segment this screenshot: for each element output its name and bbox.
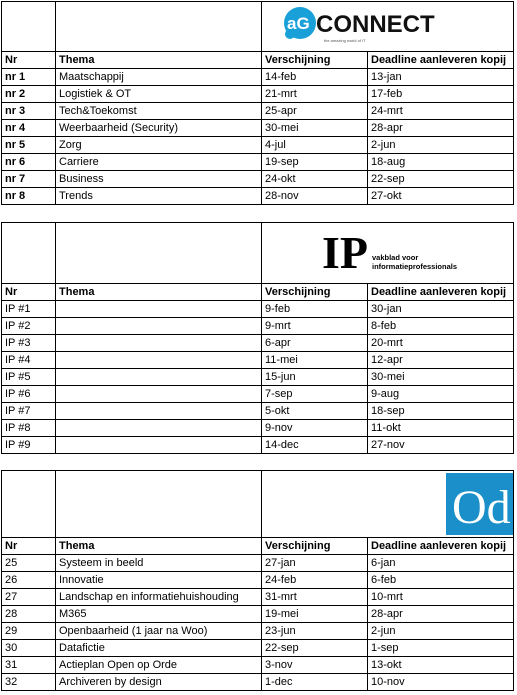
cell-verschijning[interactable]: 7-sep: [262, 386, 368, 403]
table-row: [2, 403, 514, 420]
cell-deadline[interactable]: 12-apr: [368, 352, 514, 369]
cell-thema[interactable]: [56, 335, 262, 352]
cell-thema[interactable]: [56, 352, 262, 369]
cell-deadline[interactable]: 28-apr: [368, 606, 514, 623]
cell-verschijning[interactable]: 30-mei: [262, 120, 368, 137]
cell-verschijning[interactable]: 4-jul: [262, 137, 368, 154]
cell-thema[interactable]: Carriere: [56, 154, 262, 171]
cell-deadline[interactable]: 30-mei: [368, 369, 514, 386]
table-row: [2, 555, 514, 572]
cell-deadline[interactable]: 27-nov: [368, 437, 514, 454]
table-row: [2, 674, 514, 691]
cell-nr[interactable]: 30: [2, 640, 56, 657]
cell-nr[interactable]: 25: [2, 555, 56, 572]
cell-verschijning[interactable]: 6-apr: [262, 335, 368, 352]
cell-nr[interactable]: IP #7: [2, 403, 56, 420]
header-row: [2, 52, 514, 69]
cell-deadline[interactable]: 10-mrt: [368, 589, 514, 606]
table-row: [2, 103, 514, 120]
cell-thema[interactable]: Systeem in beeld: [56, 555, 262, 572]
table-row: [2, 171, 514, 188]
cell-verschijning[interactable]: 14-feb: [262, 69, 368, 86]
table-row: [2, 420, 514, 437]
cell-verschijning[interactable]: 19-sep: [262, 154, 368, 171]
table-row: [2, 572, 514, 589]
cell-thema[interactable]: Maatschappij: [56, 69, 262, 86]
cell-deadline[interactable]: 2-jun: [368, 137, 514, 154]
cell-nr[interactable]: 26: [2, 572, 56, 589]
cell-verschijning[interactable]: 1-dec: [262, 674, 368, 691]
col-header-deadline[interactable]: Deadline aanleveren kopij: [368, 538, 514, 555]
table-row: [2, 437, 514, 454]
col-header-thema[interactable]: Thema: [56, 284, 262, 301]
cell-thema[interactable]: [56, 420, 262, 437]
cell-nr[interactable]: IP #9: [2, 437, 56, 454]
cell-thema[interactable]: Business: [56, 171, 262, 188]
cell-nr[interactable]: nr 4: [2, 120, 56, 137]
cell-verschijning[interactable]: 27-jan: [262, 555, 368, 572]
table-row: [2, 369, 514, 386]
ip-logo-line2: informatieprofessionals: [372, 262, 458, 271]
cell-nr[interactable]: nr 3: [2, 103, 56, 120]
table-row: [2, 154, 514, 171]
cell-nr[interactable]: IP #2: [2, 318, 56, 335]
cell-verschijning[interactable]: 31-mrt: [262, 589, 368, 606]
cell-deadline[interactable]: 6-jan: [368, 555, 514, 572]
cell-deadline[interactable]: 24-mrt: [368, 103, 514, 120]
agconnect-mark: aG: [287, 14, 310, 33]
header-row: [2, 284, 514, 301]
cell-nr[interactable]: 29: [2, 623, 56, 640]
col-header-deadline[interactable]: Deadline aanleveren kopij: [368, 52, 514, 69]
cell-thema[interactable]: [56, 318, 262, 335]
cell-deadline[interactable]: 18-aug: [368, 154, 514, 171]
cell-verschijning[interactable]: 15-jun: [262, 369, 368, 386]
cell-verschijning[interactable]: 24-feb: [262, 572, 368, 589]
od-logo-mark: Od: [452, 481, 511, 534]
cell-nr[interactable]: nr 8: [2, 188, 56, 205]
cell-thema[interactable]: [56, 386, 262, 403]
cell-verschijning[interactable]: 9-feb: [262, 301, 368, 318]
logo-cell-empty[interactable]: [2, 223, 56, 284]
table-row: [2, 589, 514, 606]
cell-deadline[interactable]: 30-jan: [368, 301, 514, 318]
cell-deadline[interactable]: 2-jun: [368, 623, 514, 640]
cell-deadline[interactable]: 18-sep: [368, 403, 514, 420]
cell-verschijning[interactable]: 11-mei: [262, 352, 368, 369]
table-row: [2, 69, 514, 86]
cell-thema[interactable]: Archiveren by design: [56, 674, 262, 691]
col-header-nr[interactable]: Nr: [2, 52, 56, 69]
table-row: [2, 188, 514, 205]
table-row: [2, 352, 514, 369]
cell-deadline[interactable]: 10-nov: [368, 674, 514, 691]
cell-deadline[interactable]: 20-mrt: [368, 335, 514, 352]
od-table: [1, 470, 514, 691]
cell-verschijning[interactable]: 5-okt: [262, 403, 368, 420]
cell-nr[interactable]: IP #5: [2, 369, 56, 386]
cell-verschijning[interactable]: 24-okt: [262, 171, 368, 188]
cell-verschijning[interactable]: 21-mrt: [262, 86, 368, 103]
cell-nr[interactable]: nr 1: [2, 69, 56, 86]
table-row: [2, 86, 514, 103]
cell-thema[interactable]: Innovatie: [56, 572, 262, 589]
cell-nr[interactable]: 27: [2, 589, 56, 606]
cell-thema[interactable]: [56, 403, 262, 420]
logo-cell-empty[interactable]: [56, 223, 262, 284]
cell-deadline[interactable]: 27-okt: [368, 188, 514, 205]
cell-deadline[interactable]: 13-okt: [368, 657, 514, 674]
cell-verschijning[interactable]: 19-mei: [262, 606, 368, 623]
logo-cell-empty[interactable]: [2, 471, 56, 538]
col-header-verschijning[interactable]: Verschijning: [262, 52, 368, 69]
cell-verschijning[interactable]: 3-nov: [262, 657, 368, 674]
cell-nr[interactable]: IP #4: [2, 352, 56, 369]
table-row: [2, 318, 514, 335]
cell-thema[interactable]: Weerbaarheid (Security): [56, 120, 262, 137]
cell-nr[interactable]: IP #6: [2, 386, 56, 403]
col-header-thema[interactable]: Thema: [56, 538, 262, 555]
cell-verschijning[interactable]: 9-mrt: [262, 318, 368, 335]
cell-nr[interactable]: nr 6: [2, 154, 56, 171]
cell-deadline[interactable]: 9-aug: [368, 386, 514, 403]
agconnect-word: CONNECT: [316, 11, 435, 38]
ip-logo: [322, 230, 482, 274]
cell-thema[interactable]: Tech&Toekomst: [56, 103, 262, 120]
table-row: [2, 606, 514, 623]
cell-nr[interactable]: IP #8: [2, 420, 56, 437]
cell-deadline[interactable]: 13-jan: [368, 69, 514, 86]
cell-thema[interactable]: Datafictie: [56, 640, 262, 657]
cell-nr[interactable]: 32: [2, 674, 56, 691]
table-row: [2, 640, 514, 657]
col-header-thema[interactable]: Thema: [56, 52, 262, 69]
cell-nr[interactable]: nr 7: [2, 171, 56, 188]
cell-thema[interactable]: Landschap en informatiehuishouding: [56, 589, 262, 606]
cell-deadline[interactable]: 1-sep: [368, 640, 514, 657]
cell-thema[interactable]: Zorg: [56, 137, 262, 154]
cell-deadline[interactable]: 22-sep: [368, 171, 514, 188]
cell-thema[interactable]: Logistiek & OT: [56, 86, 262, 103]
col-header-verschijning[interactable]: Verschijning: [262, 538, 368, 555]
table-row: [2, 137, 514, 154]
col-header-verschijning[interactable]: Verschijning: [262, 284, 368, 301]
cell-nr[interactable]: IP #3: [2, 335, 56, 352]
cell-deadline[interactable]: 11-okt: [368, 420, 514, 437]
col-header-deadline[interactable]: Deadline aanleveren kopij: [368, 284, 514, 301]
col-header-nr[interactable]: Nr: [2, 284, 56, 301]
cell-thema[interactable]: [56, 301, 262, 318]
cell-thema[interactable]: Openbaarheid (1 jaar na Woo): [56, 623, 262, 640]
agconnect-logo: [280, 4, 470, 46]
cell-nr[interactable]: nr 2: [2, 86, 56, 103]
table-row: [2, 301, 514, 318]
cell-nr[interactable]: nr 5: [2, 137, 56, 154]
cell-nr[interactable]: 31: [2, 657, 56, 674]
cell-thema[interactable]: [56, 369, 262, 386]
cell-thema[interactable]: M365: [56, 606, 262, 623]
ip-logo-mark: IP: [322, 230, 368, 274]
cell-verschijning[interactable]: 28-nov: [262, 188, 368, 205]
table-row: [2, 657, 514, 674]
od-logo: [446, 473, 513, 535]
logo-cell-empty[interactable]: [56, 471, 262, 538]
table-row: [2, 386, 514, 403]
cell-deadline[interactable]: 17-feb: [368, 86, 514, 103]
cell-thema[interactable]: Actieplan Open op Orde: [56, 657, 262, 674]
header-row: [2, 538, 514, 555]
cell-verschijning[interactable]: 25-apr: [262, 103, 368, 120]
cell-nr[interactable]: IP #1: [2, 301, 56, 318]
cell-deadline[interactable]: 6-feb: [368, 572, 514, 589]
cell-verschijning[interactable]: 23-jun: [262, 623, 368, 640]
cell-verschijning[interactable]: 22-sep: [262, 640, 368, 657]
table-row: [2, 335, 514, 352]
logo-cell-empty[interactable]: [2, 2, 56, 52]
col-header-nr[interactable]: Nr: [2, 538, 56, 555]
cell-thema[interactable]: [56, 437, 262, 454]
agconnect-tagline: the amazing world of IT: [324, 38, 366, 43]
cell-verschijning[interactable]: 9-nov: [262, 420, 368, 437]
table-row: [2, 120, 514, 137]
cell-thema[interactable]: Trends: [56, 188, 262, 205]
logo-cell-empty[interactable]: [56, 2, 262, 52]
ip-logo-line1: vakblad voor: [372, 253, 419, 262]
cell-deadline[interactable]: 8-feb: [368, 318, 514, 335]
cell-verschijning[interactable]: 14-dec: [262, 437, 368, 454]
cell-deadline[interactable]: 28-apr: [368, 120, 514, 137]
table-row: [2, 623, 514, 640]
cell-nr[interactable]: 28: [2, 606, 56, 623]
